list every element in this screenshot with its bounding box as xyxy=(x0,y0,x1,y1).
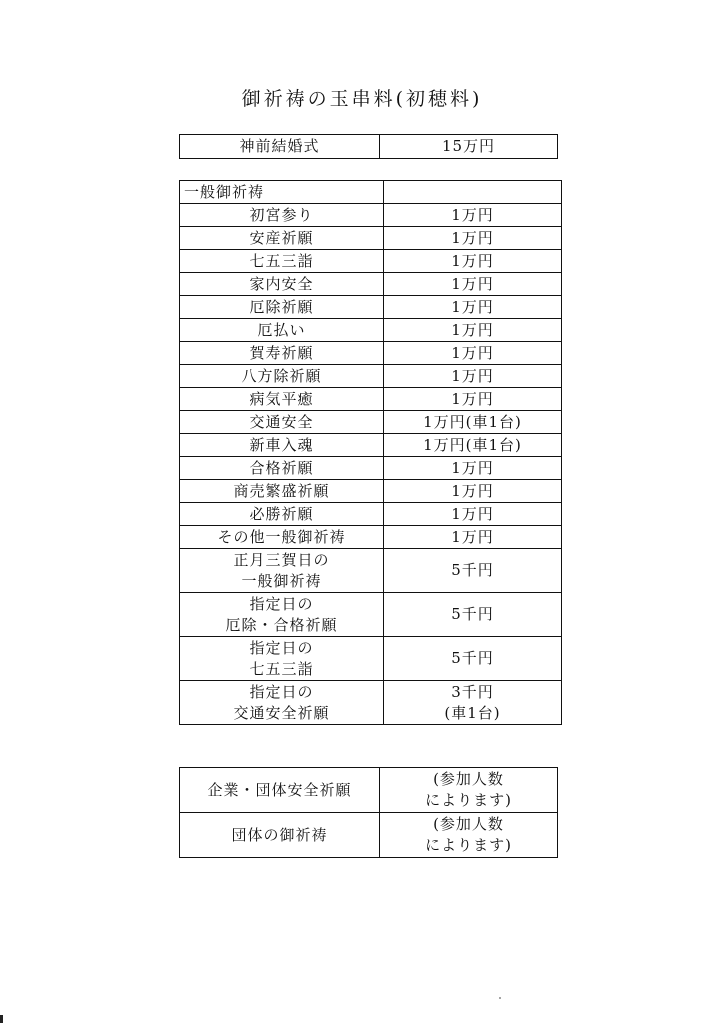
prayer-price: 1万円 xyxy=(384,480,562,503)
prayer-name: 七五三詣 xyxy=(180,250,384,273)
group-prayer-price-line2: によります) xyxy=(425,791,512,809)
group-prayer-price-line2: によります) xyxy=(425,836,512,854)
prayer-name: 厄払い xyxy=(180,319,384,342)
table-row xyxy=(180,227,562,250)
table-row xyxy=(180,319,562,342)
prayer-price: 1万円 xyxy=(384,273,562,296)
table-row xyxy=(180,342,562,365)
section-header-price-cell xyxy=(384,181,562,204)
prayer-price: 1万円 xyxy=(384,227,562,250)
table-row xyxy=(180,768,558,813)
special-prayer-price xyxy=(384,593,562,637)
special-prayer-price-line2: (車1台) xyxy=(444,703,501,722)
group-prayer-name: 団体の御祈祷 xyxy=(180,813,380,858)
special-prayer-name xyxy=(180,549,384,593)
special-prayer-name-line2: 一般御祈祷 xyxy=(241,571,322,590)
prayer-name: 賀寿祈願 xyxy=(180,342,384,365)
special-prayer-price xyxy=(384,637,562,681)
table-row xyxy=(180,457,562,480)
prayer-price: 1万円 xyxy=(384,503,562,526)
prayer-price: 1万円 xyxy=(384,457,562,480)
prayer-name: その他一般御祈祷 xyxy=(180,526,384,549)
table-row xyxy=(180,434,562,457)
prayer-price: 1万円(車1台) xyxy=(384,434,562,457)
prayer-name: 初宮参り xyxy=(180,204,384,227)
prayer-name: 合格祈願 xyxy=(180,457,384,480)
prayer-price: 1万円 xyxy=(384,388,562,411)
group-prayer-name: 企業・団体安全祈願 xyxy=(180,768,380,813)
table-row xyxy=(180,411,562,434)
prayer-name: 家内安全 xyxy=(180,273,384,296)
special-prayer-name-line1: 指定日の xyxy=(249,594,314,613)
prayer-name: 病気平癒 xyxy=(180,388,384,411)
prayer-name: 安産祈願 xyxy=(180,227,384,250)
special-prayer-name xyxy=(180,637,384,681)
general-prayer-fee-table xyxy=(179,180,562,725)
table-row xyxy=(180,637,562,681)
group-prayer-price xyxy=(380,768,558,813)
wedding-fee-table xyxy=(179,134,558,159)
table-row xyxy=(180,135,558,159)
prayer-price: 1万円 xyxy=(384,342,562,365)
prayer-name: 必勝祈願 xyxy=(180,503,384,526)
group-prayer-price-line1: (参加人数 xyxy=(433,815,504,833)
table-row xyxy=(180,273,562,296)
special-prayer-name-line2: 交通安全祈願 xyxy=(233,703,330,722)
scan-edge-mark xyxy=(0,1015,3,1023)
ceremony-name: 神前結婚式 xyxy=(180,135,380,159)
page-title: 御祈祷の玉串料(初穂料) xyxy=(241,88,483,110)
special-prayer-price-line1: 5千円 xyxy=(451,649,494,667)
prayer-name: 新車入魂 xyxy=(180,434,384,457)
table-row xyxy=(180,204,562,227)
table-row xyxy=(180,813,558,858)
table-header-row xyxy=(180,181,562,204)
table-row xyxy=(180,526,562,549)
prayer-price: 1万円 xyxy=(384,526,562,549)
prayer-price: 1万円 xyxy=(384,319,562,342)
special-prayer-name xyxy=(180,681,384,725)
special-prayer-name xyxy=(180,593,384,637)
special-prayer-price-line1: 5千円 xyxy=(451,561,494,579)
special-prayer-price-line1: 5千円 xyxy=(451,605,494,623)
scan-speck xyxy=(499,997,501,999)
special-prayer-price xyxy=(384,549,562,593)
prayer-name: 商売繁盛祈願 xyxy=(180,480,384,503)
table-row xyxy=(180,388,562,411)
section-header: 一般御祈祷 xyxy=(180,181,384,204)
prayer-price: 1万円 xyxy=(384,250,562,273)
group-prayer-fee-table xyxy=(179,767,558,858)
special-prayer-price-line1: 3千円 xyxy=(451,682,494,701)
prayer-name: 八方除祈願 xyxy=(180,365,384,388)
prayer-price: 1万円 xyxy=(384,296,562,319)
table-row xyxy=(180,480,562,503)
prayer-price: 1万円 xyxy=(384,365,562,388)
group-prayer-price xyxy=(380,813,558,858)
table-row xyxy=(180,250,562,273)
special-prayer-name-line1: 指定日の xyxy=(249,638,314,657)
prayer-name: 交通安全 xyxy=(180,411,384,434)
table-row xyxy=(180,296,562,319)
special-prayer-name-line1: 正月三賀日の xyxy=(233,550,330,569)
prayer-name: 厄除祈願 xyxy=(180,296,384,319)
table-row xyxy=(180,365,562,388)
special-prayer-price xyxy=(384,681,562,725)
special-prayer-name-line1: 指定日の xyxy=(249,682,314,701)
table-row xyxy=(180,593,562,637)
table-row xyxy=(180,503,562,526)
prayer-price: 1万円(車1台) xyxy=(384,411,562,434)
table-row xyxy=(180,681,562,725)
ceremony-price: 15万円 xyxy=(380,135,558,159)
special-prayer-name-line2: 厄除・合格祈願 xyxy=(225,615,338,634)
special-prayer-name-line2: 七五三詣 xyxy=(249,659,314,678)
group-prayer-price-line1: (参加人数 xyxy=(433,770,504,788)
prayer-price: 1万円 xyxy=(384,204,562,227)
table-row xyxy=(180,549,562,593)
